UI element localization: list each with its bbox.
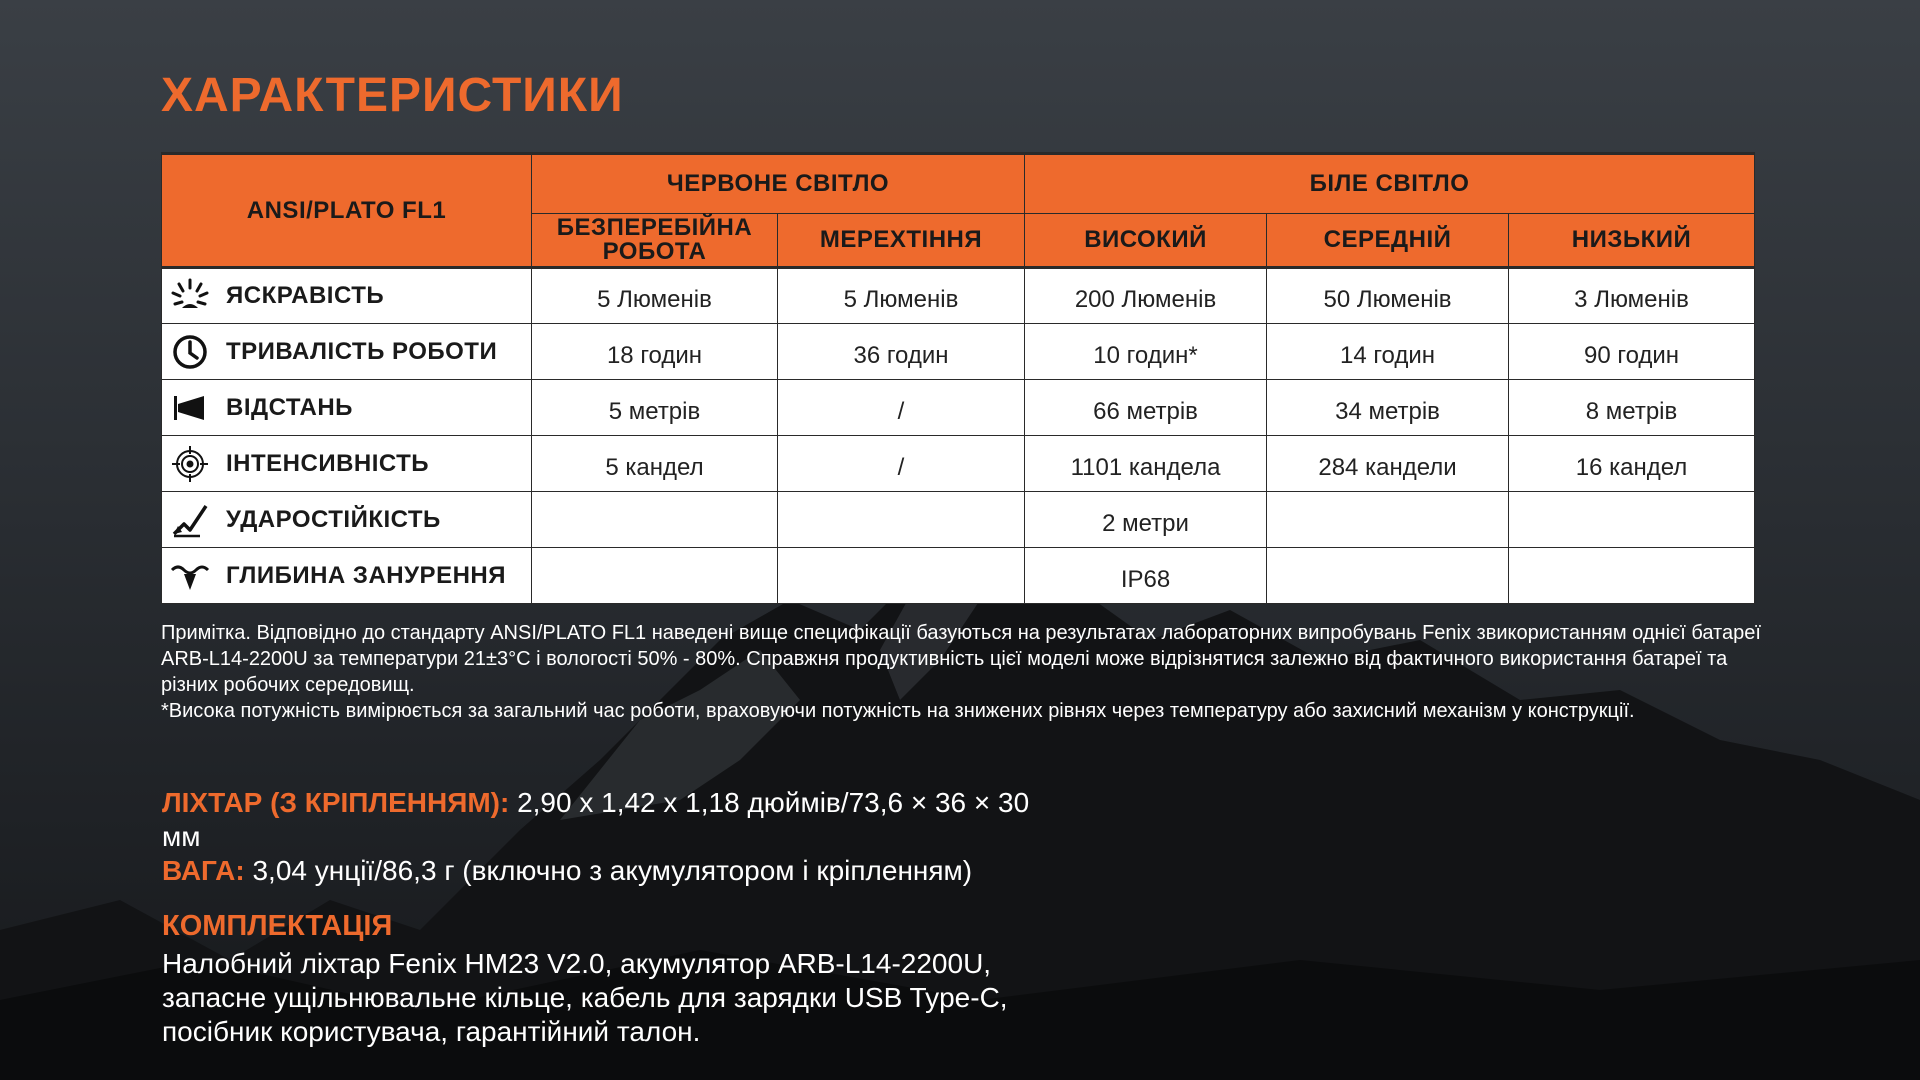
table-cell: 14 годин: [1267, 324, 1509, 380]
table-cell: 5 Люменів: [532, 268, 778, 324]
table-cell: 3 Люменів: [1509, 268, 1755, 324]
table-cell: 8 метрів: [1509, 380, 1755, 436]
package-title: КОМПЛЕКТАЦІЯ: [162, 910, 393, 942]
dimensions-value: 2,90 x 1,42 x 1,18 дюймів/73,6 × 36 × 30 мм: [162, 787, 1030, 852]
column-header-low: НИЗЬКИЙ: [1509, 214, 1755, 268]
product-info: [162, 786, 1062, 888]
row-label-impact: УДАРОСТІЙКІСТЬ: [226, 505, 441, 533]
row-label-distance: ВІДСТАНЬ: [226, 393, 353, 421]
table-cell: [1509, 548, 1755, 604]
table-cell: [532, 492, 778, 548]
weight-value: 3,04 унції/86,3 г (включно з акумулятором і кріпленням): [244, 855, 973, 886]
table-cell: 5 кандел: [532, 436, 778, 492]
footnote-asterisk: *Висока потужність вимірюється за загальний час роботи, враховуючи потужність на знижених рівнях через температуру або захисний механізм у конструкції.: [161, 700, 1635, 722]
table-cell: 5 Люменів: [778, 268, 1025, 324]
spec-table: [161, 152, 1755, 604]
submersion-icon: [170, 556, 214, 596]
table-corner-header: ANSI/PLATO FL1: [162, 154, 532, 268]
table-row-distance: [162, 380, 1755, 436]
table-cell: 90 годин: [1509, 324, 1755, 380]
table-cell: 1101 кандела: [1025, 436, 1267, 492]
brightness-burst-icon: [170, 276, 214, 316]
group-header-red-light: ЧЕРВОНЕ СВІТЛО: [532, 154, 1025, 214]
table-row-runtime: [162, 324, 1755, 380]
footnote: [161, 620, 1761, 724]
column-header-flashing: МЕРЕХТІННЯ: [778, 214, 1025, 268]
table-cell: 50 Люменів: [1267, 268, 1509, 324]
crosshair-target-icon: [170, 444, 214, 484]
table-row-brightness: [162, 268, 1755, 324]
table-cell: 18 годин: [532, 324, 778, 380]
table-cell: /: [778, 436, 1025, 492]
table-cell: 36 годин: [778, 324, 1025, 380]
column-header-medium: СЕРЕДНІЙ: [1267, 214, 1509, 268]
weight-line: [162, 854, 1062, 888]
beam-distance-icon: [170, 388, 214, 428]
table-cell: 200 Люменів: [1025, 268, 1267, 324]
table-cell: [532, 548, 778, 604]
footnote-text: Примітка. Відповідно до стандарту ANSI/PLATO FL1 наведені вище специфікації базуються на результатах лабораторних випробувань Fenix звикористанням однієї батареї ARB-L14-2200U за температури 21±3°C і вологості 50% - 80%. Справжня продуктивність цієї моделі може відрізнятися залежно від фактичного використання батареї та різних робочих середовищ.: [161, 622, 1761, 696]
row-label-submersion: ГЛИБИНА ЗАНУРЕННЯ: [226, 561, 506, 589]
table-cell: /: [778, 380, 1025, 436]
table-cell: 2 метри: [1025, 492, 1267, 548]
row-label-brightness: ЯСКРАВІСТЬ: [226, 282, 385, 309]
table-cell: [1267, 492, 1509, 548]
package-text: Налобний ліхтар Fenix HM23 V2.0, акумулятор ARB-L14-2200U, запасне ущільнювальне кільце, кабель для зарядки USB Type-C, посібник користувача, гарантійний талон.: [162, 948, 1008, 1047]
table-cell: 10 годин*: [1025, 324, 1267, 380]
page-title: ХАРАКТЕРИСТИКИ: [161, 69, 624, 122]
row-label-intensity: ІНТЕНСИВНІСТЬ: [226, 449, 430, 477]
dimensions-line: [162, 786, 1062, 854]
table-cell: 5 метрів: [532, 380, 778, 436]
column-header-high: ВИСОКИЙ: [1025, 214, 1267, 268]
weight-label: ВАГА:: [162, 855, 245, 886]
impact-drop-icon: [170, 500, 214, 540]
table-row-intensity: [162, 436, 1755, 492]
table-cell: [778, 548, 1025, 604]
column-header-continuous: БЕЗПЕРЕБІЙНА РОБОТА: [532, 214, 778, 268]
table-cell: 16 кандел: [1509, 436, 1755, 492]
row-label-runtime: ТРИВАЛІСТЬ РОБОТИ: [226, 337, 498, 365]
table-cell: [1509, 492, 1755, 548]
table-cell: 284 кандели: [1267, 436, 1509, 492]
clock-icon: [170, 332, 214, 372]
table-cell: [778, 492, 1025, 548]
table-row-submersion: [162, 548, 1755, 604]
table-cell: 34 метрів: [1267, 380, 1509, 436]
table-cell: IP68: [1025, 548, 1267, 604]
table-cell: [1267, 548, 1509, 604]
dimensions-label: ЛІХТАР (З КРІПЛЕННЯМ):: [162, 787, 510, 818]
table-cell: 66 метрів: [1025, 380, 1267, 436]
group-header-white-light: БІЛЕ СВІТЛО: [1025, 154, 1755, 214]
table-row-impact: [162, 492, 1755, 548]
